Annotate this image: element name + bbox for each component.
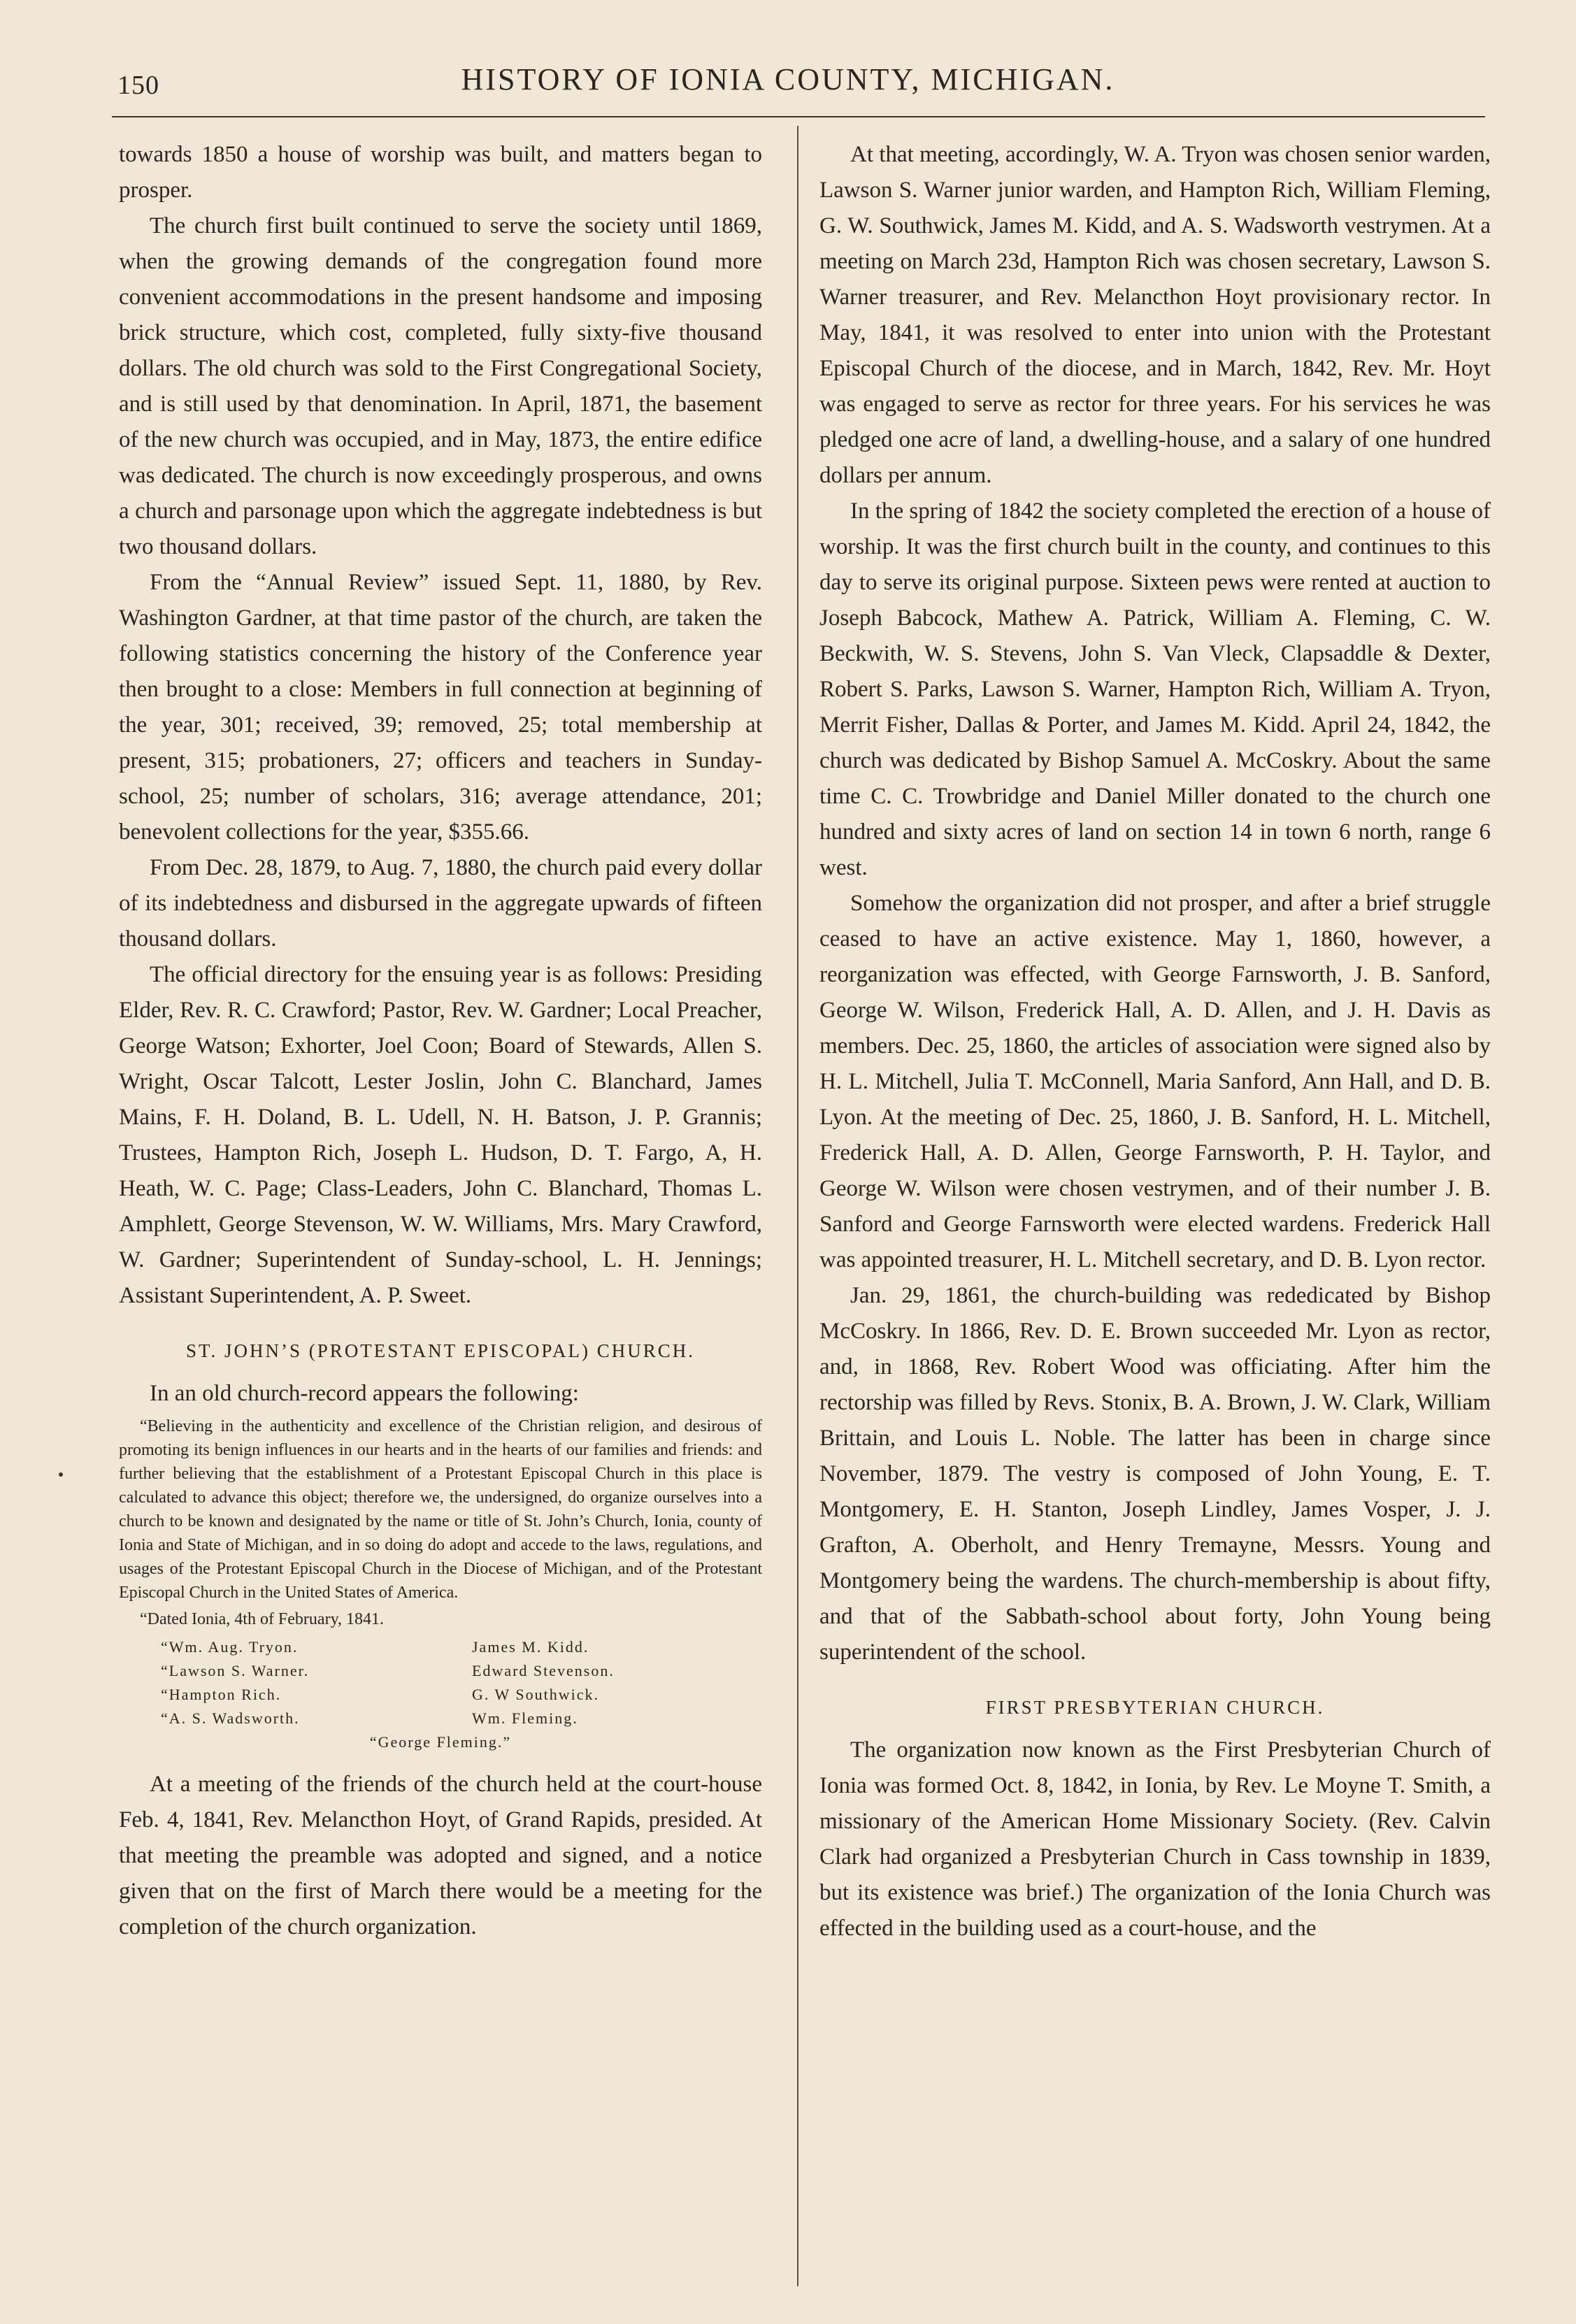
signature: James M. Kidd. [472,1638,589,1656]
paragraph: At a meeting of the friends of the church held at the court-house Feb. 4, 1841, Rev. Melancthon Hoyt, of Grand Rapids, presided. At that meeting the preamble was adopted and signed, and a notice given that on the first of March there would be a meeting for the completion of the church organization. [119,1772,762,1939]
signature: “Hampton Rich. [161,1686,282,1703]
church-record-quote [119,1414,762,1754]
paragraph: At that meeting, accordingly, W. A. Tryon was chosen senior warden, Lawson S. Warner junior warden, and Hampton Rich, William Fleming, G. W. Southwick, James M. Kidd, and A. S. Wadsworth vestrymen. At a meeting on March 23d, Hampton Rich was chosen secretary, Lawson S. Warner treasurer, and Rev. Melancthon Hoyt provisionary rector. In May, 1841, it was resolved to enter into union with the Protestant Episcopal Church of the diocese, and in March, 1842, Rev. Mr. Hoyt was engaged to serve as rector for three years. For his services he was pledged one acre of land, a dwelling-house, and a salary of one hundred dollars per annum. [819,142,1491,488]
margin-dot [59,1472,63,1477]
paragraph: Somehow the organization did not prosper, and after a brief struggle ceased to have an active existence. May 1, 1860, however, a reorganization was effected, with George Farnsworth, J. B. Sanford, George W. Wilson, Frederick Hall, A. D. Allen, and J. H. Davis as members. Dec. 25, 1860, the articles of association were signed also by H. L. Mitchell, Julia T. McConnell, Maria Sanford, Ann Hall, and D. B. Lyon. At the meeting of Dec. 25, 1860, J. B. Sanford, H. L. Mitchell, Frederick Hall, A. D. Allen, George Farnsworth, P. H. Taylor, and George W. Wilson were chosen vestrymen, and of their number J. B. Sanford and George Farnsworth were elected wardens. Frederick Hall was appointed treasurer, H. L. Mitchell secretary, and D. B. Lyon rector. [819,891,1491,1272]
signature-list [119,1635,762,1730]
paragraph: From Dec. 28, 1879, to Aug. 7, 1880, the church paid every dollar of its indebtedness and disbursed in the aggregate upwards of fifteen thousand dollars. [119,855,762,952]
right-column [819,137,1491,1946]
header-rule [112,116,1485,117]
signature: “A. S. Wadsworth. [161,1709,300,1727]
paragraph: towards 1850 a house of worship was built, and matters began to prosper. [119,142,762,203]
signature: G. W Southwick. [472,1686,599,1703]
signature: Edward Stevenson. [472,1662,615,1679]
signature-last: “George Fleming.” [369,1733,512,1751]
section-heading-st-johns: ST. JOHN’S (PROTESTANT EPISCOPAL) CHURCH. [186,1340,695,1361]
signature: “Wm. Aug. Tryon. [161,1638,299,1656]
signature: “Lawson S. Warner. [161,1662,310,1679]
signature: Wm. Fleming. [472,1709,578,1727]
paragraph: The official directory for the ensuing year is as follows: Presiding Elder, Rev. R. C. Crawford; Pastor, Rev. W. Gardner; Local Preacher, George Watson; Exhorter, Joel Coon; Board of Stewards, Allen S. Wright, Oscar Talcott, Lester Joslin, John C. Blanchard, James Mains, F. H. Doland, B. L. Udell, N. H. Batson, J. P. Grannis; Trustees, Hampton Rich, Joseph L. Hudson, D. T. Fargo, A, H. Heath, W. C. Page; Class-Leaders, John C. Blanchard, Thomas L. Amphlett, George Stevenson, W. W. Williams, Mrs. Mary Crawford, W. Gardner; Superintendent of Sunday-school, L. H. Jennings; Assistant Superintendent, A. P. Sweet. [119,962,762,1308]
paragraph: The church first built continued to serve the society until 1869, when the growing demands of the congregation found more convenient accommodations in the present handsome and imposing brick structure, which cost, completed, fully sixty-five thousand dollars. The old church was sold to the First Congregational Society, and is still used by that denomination. In April, 1871, the basement of the new church was occupied, and in May, 1873, the entire edifice was dedicated. The church is now exceedingly prosperous, and owns a church and parsonage upon which the aggregate indebtedness is but two thousand dollars. [119,213,762,559]
column-divider [797,126,798,2286]
quote-text: “Believing in the authenticity and excellence of the Christian religion, and desirous of promoting its benign influences in our hearts and in the hearts of our families and friends: and further believing that the establishment of a Protestant Episcopal Church in this place is calculated to advance this object; therefore we, the undersigned, do organize ourselves into a church to be known and designated by the name or title of St. John’s Church, Ionia, county of Ionia and State of Michigan, and in so doing do adopt and accede to the laws, regulations, and usages of the Protestant Episcopal Church in the Diocese of Michigan, and of the Protestant Episcopal Church in the United States of America. [119,1417,762,1602]
paragraph: The organization now known as the First Presbyterian Church of Ionia was formed Oct. 8, 1842, in Ionia, by Rev. Le Moyne T. Smith, a missionary of the American Home Missionary Society. (Rev. Calvin Clark had organized a Presbyterian Church in Cass township in 1839, but its existence was brief.) The organization of the Ionia Church was effected in the building used as a court-house, and the [819,1737,1491,1941]
paragraph: From the “Annual Review” issued Sept. 11, 1880, by Rev. Washington Gardner, at that time pastor of the church, are taken the following statistics concerning the history of the Conference year then brought to a close: Members in full connection at beginning of the year, 301; received, 39; removed, 25; total membership at present, 315; probationers, 27; officers and teachers in Sunday-school, 25; number of scholars, 316; average attendance, 201; benevolent collections for the year, $355.66. [119,570,762,845]
quote-date: “Dated Ionia, 4th of February, 1841. [140,1610,385,1628]
page-number: 150 [117,71,159,100]
paragraph: In the spring of 1842 the society completed the erection of a house of worship. It was the first church built in the county, and continues to this day to serve its original purpose. Sixteen pews were rented at auction to Joseph Babcock, Mathew A. Patrick, William A. Fleming, C. W. Beckwith, W. S. Stevens, John S. Van Vleck, Clapsaddle & Dexter, Robert S. Parks, Lawson S. Warner, Hampton Rich, William A. Tryon, Merrit Fisher, Dallas & Porter, and James M. Kidd. April 24, 1842, the church was dedicated by Bishop Samuel A. McCoskry. About the same time C. C. Trowbridge and Daniel Miller donated to the church one hundred and sixty acres of land on section 14 in town 6 north, range 6 west. [819,498,1491,880]
paragraph: Jan. 29, 1861, the church-building was rededicated by Bishop McCoskry. In 1866, Rev. D. E. Brown succeeded Mr. Lyon as rector, and, in 1868, Rev. Robert Wood was officiating. After him the rectorship was filled by Revs. Stonix, B. A. Brown, J. W. Clark, William Brittain, and Louis L. Noble. The latter has been in charge since November, 1879. The vestry is composed of John Young, E. T. Montgomery, E. H. Stanton, Joseph Lindley, James Vosper, J. J. Grafton, A. Oberholt, and Henry Tremayne, Messrs. Young and Montgomery being the wardens. The church-membership is about fifty, and that of the Sabbath-school about forty, John Young being superintendent of the school. [819,1283,1491,1665]
running-head: HISTORY OF IONIA COUNTY, MICHIGAN. [461,62,1115,96]
paragraph: In an old church-record appears the following: [150,1381,579,1406]
left-column [119,137,762,1945]
section-heading-presbyterian: FIRST PRESBYTERIAN CHURCH. [985,1697,1325,1718]
